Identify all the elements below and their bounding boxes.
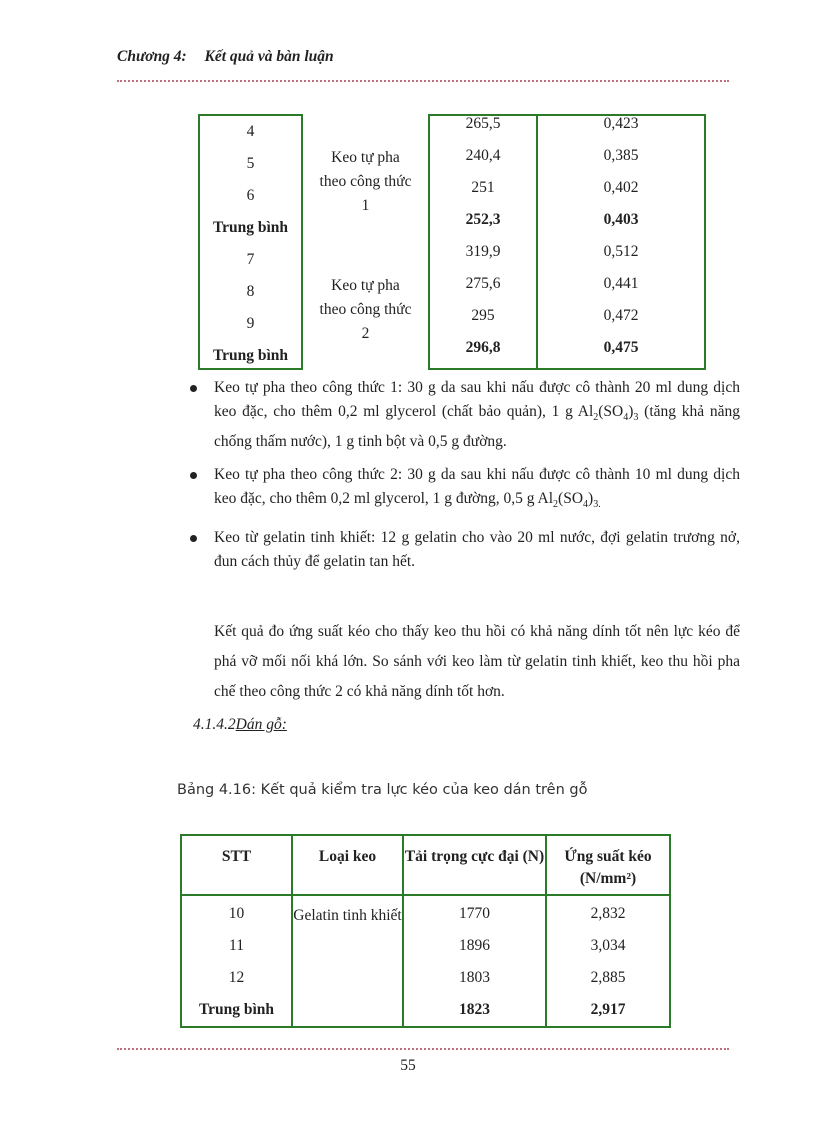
note-text: (SO — [598, 403, 624, 420]
stress-value: 0,402 — [603, 179, 639, 196]
table-row-stt: 4 — [246, 123, 255, 140]
stress-value: 0,423 — [603, 115, 639, 132]
note-text: ) — [588, 490, 594, 508]
note-text: Keo từ gelatin tinh khiết: 12 g gelatin cho vào 20 ml nước, đợi gelatin trương nở, đun cách thủy để gelatin tan hết. — [214, 529, 740, 571]
load-value: 240,4 — [465, 147, 501, 164]
glue-type-line: theo công thức — [319, 301, 412, 318]
list-item — [188, 526, 740, 574]
section-heading — [193, 716, 287, 734]
glue-type-formula-2 — [303, 274, 428, 346]
stress-value: 0,512 — [603, 243, 639, 260]
load-value: 1803 — [459, 969, 490, 986]
stress-value: 0,441 — [603, 275, 639, 292]
load-value: 296,8 — [465, 339, 501, 356]
header-divider — [117, 80, 729, 82]
glue-type-line: Keo tự pha — [331, 277, 400, 294]
stt-value: 11 — [229, 937, 244, 954]
note-text: Keo tự pha theo công thức 1: 30 g da sau khi nấu được cô thành 20 ml dung dịch keo đặc, cho thêm 0,2 ml glycerol (chất bảo quản), 1 g Al — [214, 379, 740, 420]
subscript: 3. — [593, 499, 601, 511]
stt-cell — [181, 895, 292, 1027]
stress-value: 0,385 — [603, 147, 639, 164]
stress-value: 2,832 — [590, 905, 626, 922]
stt-value: Trung bình — [198, 1001, 275, 1018]
load-value: 265,5 — [465, 115, 501, 132]
glue-type-line: theo công thức — [319, 173, 412, 190]
subscript: 2 — [553, 499, 559, 511]
glue-type-line: 2 — [361, 325, 370, 342]
load-cell — [403, 895, 546, 1027]
formula-notes — [188, 376, 740, 583]
load-value: 319,9 — [465, 243, 501, 260]
stress-value: 0,475 — [603, 339, 639, 356]
subscript: 3 — [633, 412, 639, 424]
stt-value: 10 — [228, 905, 245, 922]
results-paragraph: Kết quả đo ứng suất kéo cho thấy keo thu hồi có khả năng dính tốt nên lực kéo để phá vỡ mối nối khá lớn. So sánh với keo làm từ gelatin tinh khiết, keo thu hồi pha chế theo công thức 2 có khả năng dính tốt hơn. — [214, 623, 740, 700]
note-text: (tăng khả năng chống thấm nước), 1 g tinh bột và 0,5 g đường. — [214, 403, 741, 451]
footer-divider — [117, 1048, 729, 1050]
note-text: (SO — [558, 490, 584, 508]
load-value: 1770 — [459, 905, 490, 922]
section-number: 4.1.4.2 — [193, 716, 236, 733]
stress-value: 0,403 — [603, 211, 639, 228]
table-row-stt: Trung bình — [212, 219, 289, 236]
note-text: Keo tự pha theo công thức 2: 30 g da sau khi nấu được cô thành 10 ml dung dịch keo đặc, cho thêm 0,2 ml glycerol, 1 g đường, 0,5 g Al — [214, 466, 740, 508]
subscript: 4 — [583, 499, 589, 511]
glue-type-formula-1 — [303, 146, 428, 218]
note-text: ) — [628, 403, 634, 420]
table-row-stt: Trung bình — [212, 347, 289, 364]
subscript: 2 — [593, 412, 599, 424]
table-row-stt: 5 — [246, 155, 255, 172]
stress-value: 2,885 — [590, 969, 626, 986]
table-row-stt: 9 — [246, 315, 255, 332]
load-value: 252,3 — [465, 211, 501, 228]
subscript: 4 — [623, 412, 629, 424]
page-number: 55 — [400, 1057, 416, 1074]
header-max-load: Tải trọng cực đại (N) — [403, 835, 546, 895]
table-row — [181, 895, 670, 1027]
glue-type-cell: Gelatin tinh khiết — [292, 895, 403, 1027]
chapter-title: Kết quả và bàn luận — [204, 48, 334, 65]
table-row-stt: 8 — [246, 283, 255, 300]
list-item — [188, 463, 740, 517]
load-value: 1823 — [459, 1001, 490, 1018]
wood-glue-table — [180, 834, 671, 1028]
list-item — [188, 376, 740, 454]
load-value: 1896 — [459, 937, 490, 954]
table-header-row — [181, 835, 670, 895]
glue-type-line: Keo tự pha — [331, 149, 400, 166]
stress-value: 0,472 — [603, 307, 639, 324]
header-glue-type: Loại keo — [292, 835, 403, 895]
page-header — [117, 48, 334, 66]
glue-type-line: 1 — [361, 197, 370, 214]
chapter-label: Chương 4: — [117, 48, 187, 65]
header-stress: Ứng suất kéo (N/mm²) — [546, 835, 670, 895]
stress-value: 3,034 — [590, 937, 626, 954]
stt-value: 12 — [228, 969, 245, 986]
table-row-stt: 7 — [246, 251, 255, 268]
load-value: 275,6 — [465, 275, 501, 292]
table-caption: Bảng 4.16: Kết quả kiểm tra lực kéo của keo dán trên gỗ — [177, 782, 588, 798]
load-value: 295 — [471, 307, 495, 324]
table-row-stt: 6 — [246, 187, 255, 204]
load-value: 251 — [471, 179, 495, 196]
stress-cell — [546, 895, 670, 1027]
header-stt: STT — [181, 835, 292, 895]
stress-value: 2,917 — [590, 1001, 626, 1018]
section-title: Dán gỗ: — [235, 716, 287, 733]
